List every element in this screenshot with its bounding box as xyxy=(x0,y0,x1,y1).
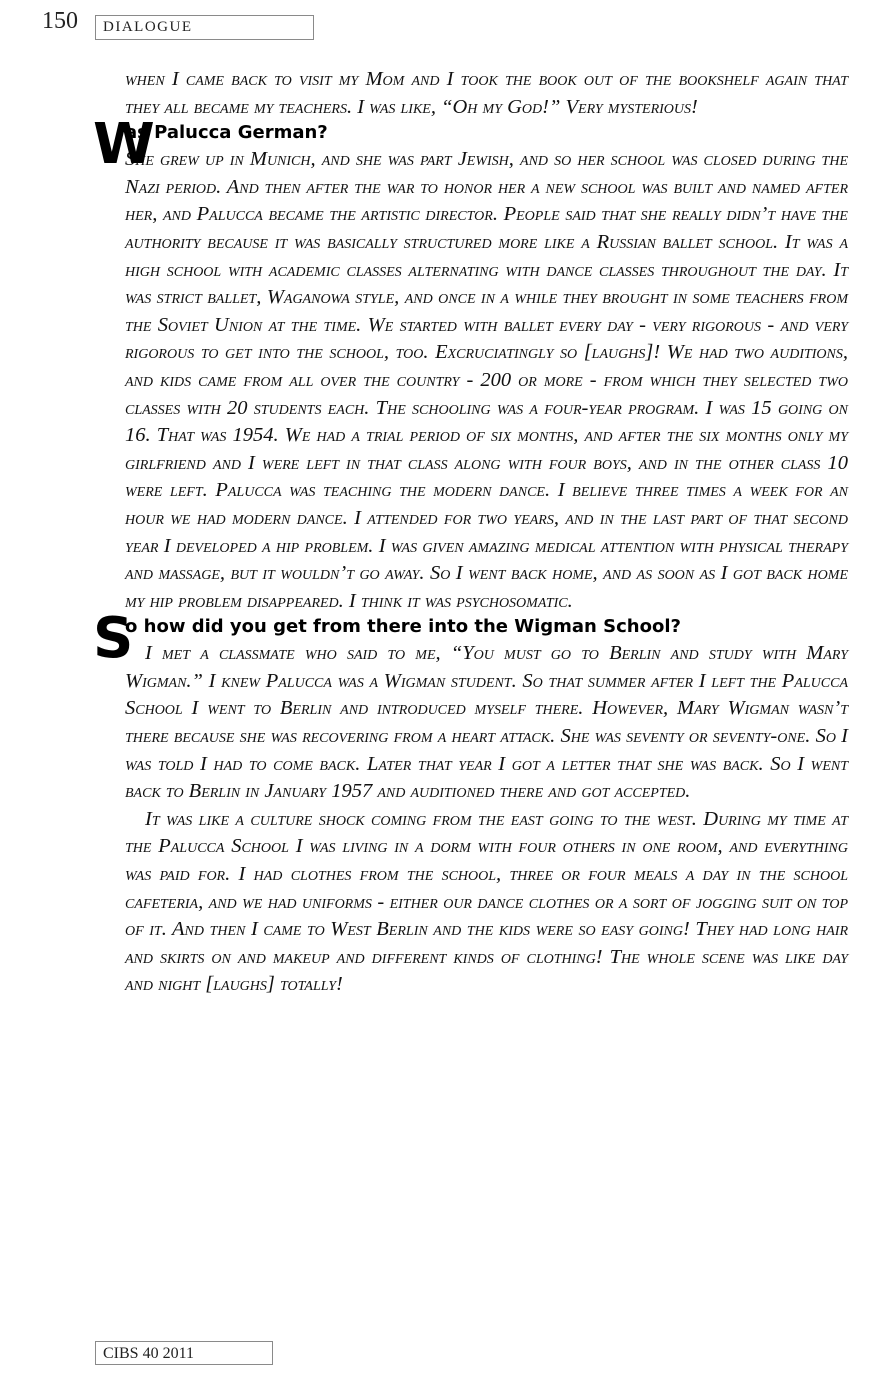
footer-label-box xyxy=(95,1341,273,1365)
section-label: DIALOGUE xyxy=(103,19,193,35)
question-wigman-school xyxy=(93,606,848,672)
footer-label: CIBS 40 2011 xyxy=(103,1345,194,1362)
drop-cap: S xyxy=(93,606,134,672)
question-palucca-german xyxy=(93,112,848,178)
section-header xyxy=(95,15,314,40)
page-number: 150 xyxy=(42,8,78,34)
answer-paragraph: I met a classmate who said to me, “You must go to Berlin and study with Mary Wigman.” I knew Palucca was a Wigman student. So that summer after I left the Palucca School I went to Berlin and introduced myself there. However, Mary Wigman wasn’t there because she was recovering from a heart attack. She was seventy or seventy-one. So I was told I had to come back. Later that year I got a letter that she was back. So I went back to Berlin in January 1957 and auditioned there and got accepted. xyxy=(125,642,848,803)
answer-paragraph: She grew up in Munich, and she was part Jewish, and so her school was closed during the Nazi period. And then after the war to honor her a new school was built and named after her, and Palucca became the artistic director. People said that she really didn’t have the authority because it was basically structured more like a Russian ballet school. It was a high school with academic classes alternating with dance classes throughout the day. It was strict ballet, Waganowa style, and once in a while they brought in some teachers from the Soviet Union at the time. We started with ballet every day - very rigorous - and very rigorous to get into the school, too. Excruciatingly so [laughs]! We had two auditions, and kids came from all over the country - 200 or more - from which they selected two classes with 20 students each. The schooling was a four-year program. I was 15 going on 16. That was 1954. We had a trial period of six months, and after the six months only my girlfriend and I were left in that class along with four boys, and in the other class 10 were left. Palucca was teaching the modern dance. I believe three times a week for an hour we had modern dance. I attended for two years, and in the last part of that second year I developed a hip problem. I was given amazing medical attention with physical therapy and massage, but it wouldn’t go away. So I went back home, and as soon as I got back home my hip problem disappeared. I think it was psychosomatic. xyxy=(125,148,848,612)
intro-paragraph: when I came back to visit my Mom and I took the book out of the bookshelf again that they all became my teachers. I was like, “Oh my God!” Very mysterious! xyxy=(125,68,848,118)
article-body xyxy=(93,66,848,999)
question-text: as Palucca German? xyxy=(125,122,328,144)
answer-paragraph: It was like a culture shock coming from the east going to the west. During my time at the Palucca School I was living in a dorm with four others in one room, and everything was paid for. I had clothes from the school, three or four meals a day in the school cafeteria, and we had uniforms - either our dance clothes or a sort of jogging suit on top of it. And then I came to West Berlin and the kids were so easy going! They had long hair and skirts on and makeup and different kinds of clothing! The whole scene was like day and night [laughs] totally! xyxy=(125,807,848,996)
question-text: o how did you get from there into the Wigman School? xyxy=(125,616,681,638)
drop-cap: W xyxy=(93,112,155,178)
